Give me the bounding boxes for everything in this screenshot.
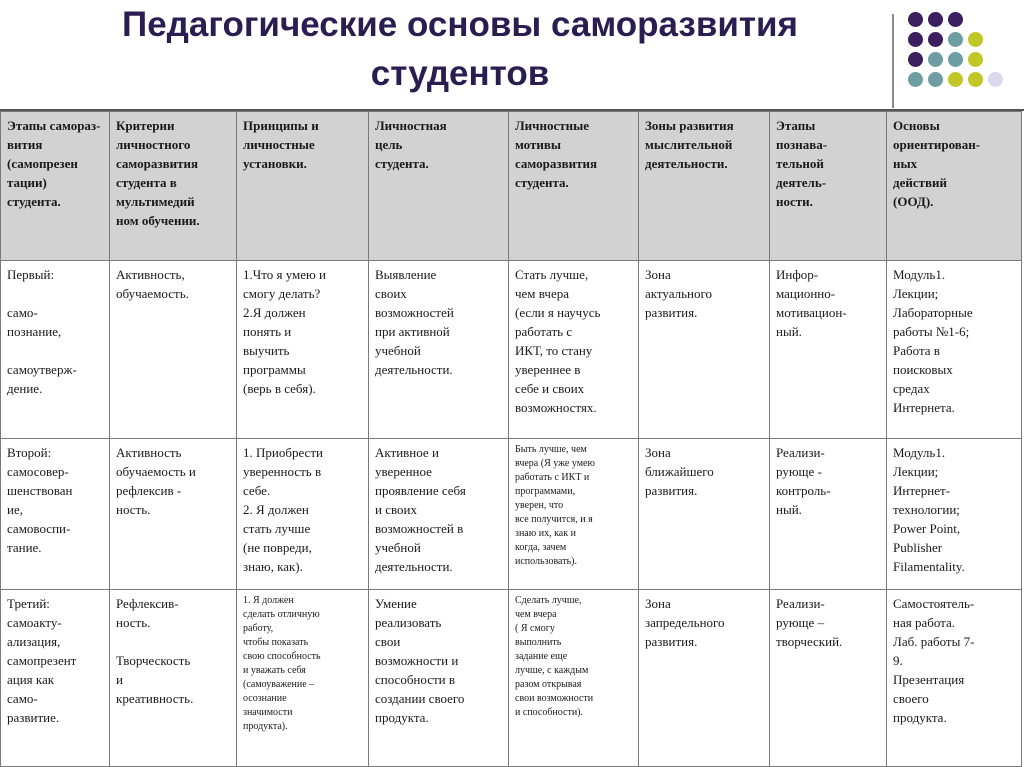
table-cell: Умение реализовать свои возможности и способности в создании своего продукта.: [369, 590, 509, 767]
decor-dot: [948, 52, 963, 67]
decor-dot: [908, 32, 923, 47]
header-ood-basics: Основы ориентирован- ных действий (ООД).: [887, 112, 1022, 261]
header-development-zones: Зоны развития мыслительной деятельности.: [639, 112, 770, 261]
decor-dot: [948, 72, 963, 87]
decor-dot: [908, 12, 923, 27]
table-cell: Второй: самосовер- шенствован ие, самовоспи- тание.: [1, 439, 110, 590]
table-cell: Быть лучше, чем вчера (Я уже умею работать с ИКТ и программами, уверен, что все получится, и я знаю их, как и когда, зачем использовать).: [509, 439, 639, 590]
table-cell: Сделать лучше, чем вчера ( Я смогу выполнить задание еще лучше, с каждым разом открывая свои возможности и способности).: [509, 590, 639, 767]
table-cell: Активность обучаемость и рефлексив - ность.: [110, 439, 237, 590]
decor-dot: [928, 72, 943, 87]
table-cell: Третий: самоакту- ализация, самопрезент ация как само- развитие.: [1, 590, 110, 767]
table-cell: Модуль1. Лекции; Лабораторные работы №1-6; Работа в поисковых средах Интернета.: [887, 261, 1022, 439]
table-cell: Инфор- мационно- мотивацион- ный.: [770, 261, 887, 439]
table-cell: Первый: само- познание, самоутверж- дение.: [1, 261, 110, 439]
table-cell: Зона запредельного развития.: [639, 590, 770, 767]
header-stages: Этапы самораз- вития (самопрезен тации) студента.: [1, 112, 110, 261]
header-principles: Принципы и личностные установки.: [237, 112, 369, 261]
table-cell: Зона актуального развития.: [639, 261, 770, 439]
table-cell: Реализи- рующе - контроль- ный.: [770, 439, 887, 590]
table-row: [1, 590, 1022, 767]
table-cell: Рефлексив- ность. Творческость и креативность.: [110, 590, 237, 767]
table-cell: Зона ближайшего развития.: [639, 439, 770, 590]
table-cell: 1.Что я умею и смогу делать? 2.Я должен понять и выучить программы (верь в себя).: [237, 261, 369, 439]
decorative-divider: [892, 14, 894, 108]
header-personal-motives: Личностные мотивы саморазвития студента.: [509, 112, 639, 261]
table-cell: Активное и уверенное проявление себя и своих возможностей в учебной деятельности.: [369, 439, 509, 590]
decor-dot: [948, 32, 963, 47]
decor-dot: [908, 72, 923, 87]
table-cell: Модуль1. Лекции; Интернет- технологии; Power Point, Publisher Filamentality.: [887, 439, 1022, 590]
decor-dot: [928, 32, 943, 47]
table-cell: 1. Приобрести уверенность в себе. 2. Я должен стать лучше (не повреди, знаю, как).: [237, 439, 369, 590]
table-cell: Активность, обучаемость.: [110, 261, 237, 439]
decor-dot: [948, 12, 963, 27]
table-cell: Выявление своих возможностей при активной учебной деятельности.: [369, 261, 509, 439]
decor-dot: [928, 12, 943, 27]
header-criteria: Критерии личностного саморазвития студента в мультимедий ном обучении.: [110, 112, 237, 261]
decor-dot: [908, 52, 923, 67]
table-cell: Реализи- рующе – творческий.: [770, 590, 887, 767]
header-cognitive-stages: Этапы познава- тельной деятель- ности.: [770, 112, 887, 261]
table-cell: 1. Я должен сделать отличную работу, чтобы показать свою способность и уважать себя (самоуважение – осознание значимости продукта).: [237, 590, 369, 767]
self-development-table: [0, 111, 1022, 767]
decor-dot: [968, 32, 983, 47]
header-personal-goal: Личностная цель студента.: [369, 112, 509, 261]
table-header-row: [1, 112, 1022, 261]
decorative-dot-grid: [908, 12, 1018, 108]
slide-title: Педагогические основы саморазвития студентов: [122, 5, 798, 93]
table-row: [1, 439, 1022, 590]
table-cell: Стать лучше, чем вчера (если я научусь работать с ИКТ, то стану увереннее в себе и своих возможностях.: [509, 261, 639, 439]
table-row: [1, 261, 1022, 439]
decor-dot: [988, 72, 1003, 87]
decor-dot: [968, 52, 983, 67]
decor-dot: [928, 52, 943, 67]
decor-dot: [968, 72, 983, 87]
table-cell: Самостоятель- ная работа. Лаб. работы 7- 9. Презентация своего продукта.: [887, 590, 1022, 767]
